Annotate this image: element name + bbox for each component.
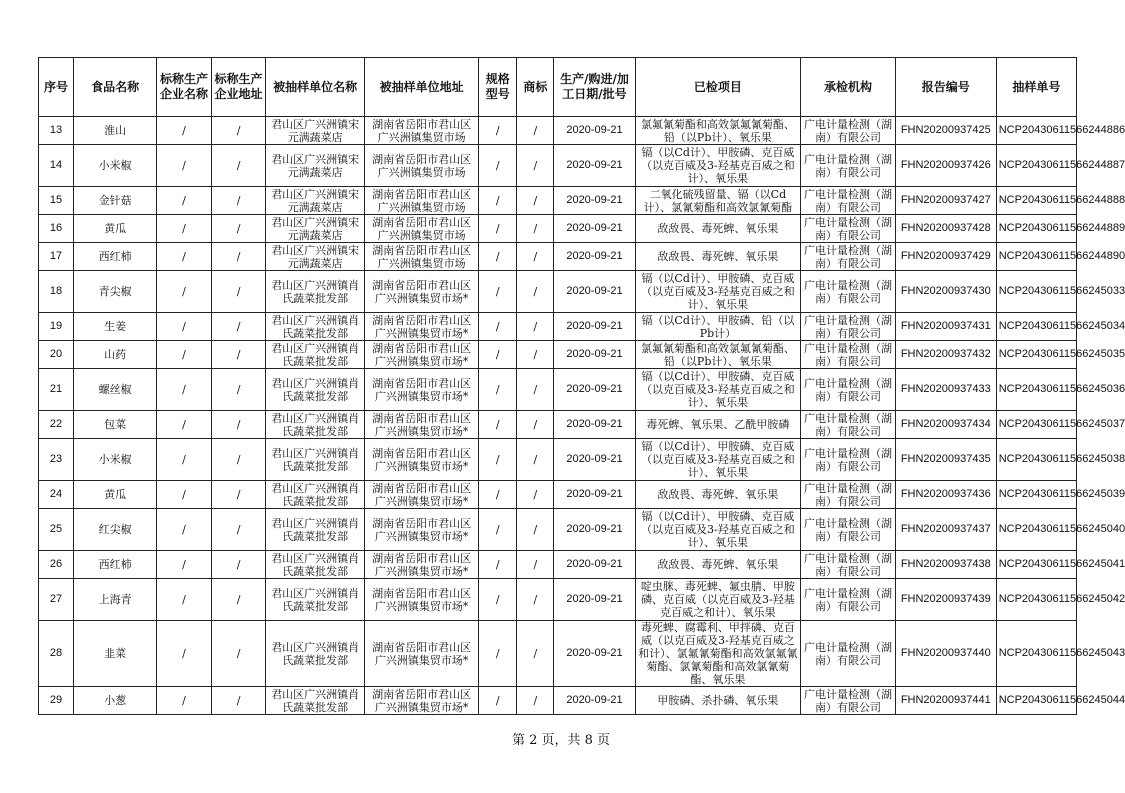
- cell-report-number: FHN20200937441: [895, 687, 996, 715]
- cell-manufacturer-address: /: [211, 271, 266, 313]
- cell-sampled-unit-name: 君山区广兴洲镇肖氏蔬菜批发部: [266, 579, 365, 621]
- cell-brand: /: [517, 439, 554, 481]
- cell-tested-items: 啶虫脒、毒死蜱、氟虫腈、甲胺磷、克百威（以克百威及3-羟基克百威之和计）、氧乐果: [635, 579, 801, 621]
- cell-food-name: 螺丝椒: [73, 369, 156, 411]
- cell-sampled-unit-address: 湖南省岳阳市君山区广兴洲镇集贸市场*: [365, 411, 479, 439]
- cell-testing-lab: 广电计量检测（湖南）有限公司: [801, 369, 896, 411]
- cell-manufacturer-address: /: [211, 117, 266, 145]
- cell-manufacturer-name: /: [157, 687, 212, 715]
- cell-date-batch: 2020-09-21: [554, 481, 635, 509]
- cell-sample-number: NCP20430611566245037: [996, 411, 1076, 439]
- cell-sample-number: NCP20430611566245041: [996, 551, 1076, 579]
- cell-testing-lab: 广电计量检测（湖南）有限公司: [801, 439, 896, 481]
- cell-brand: /: [517, 621, 554, 687]
- cell-manufacturer-address: /: [211, 369, 266, 411]
- cell-serial-number: 28: [39, 621, 74, 687]
- cell-sampled-unit-address: 湖南省岳阳市君山区广兴洲镇集贸市场*: [365, 271, 479, 313]
- cell-food-name: 西红柿: [73, 243, 156, 271]
- cell-date-batch: 2020-09-21: [554, 313, 635, 341]
- cell-sample-number: NCP20430611566245034: [996, 313, 1076, 341]
- cell-date-batch: 2020-09-21: [554, 187, 635, 215]
- cell-food-name: 小米椒: [73, 439, 156, 481]
- cell-sampled-unit-name: 君山区广兴洲镇肖氏蔬菜批发部: [266, 439, 365, 481]
- cell-tested-items: 毒死蜱、腐霉利、甲拌磷、克百威（以克百威及3-羟基克百威之和计）、氯氟氰菊酯和高效氯氟氰菊酯、氯氰菊酯和高效氯氰菊酯、氧乐果: [635, 621, 801, 687]
- cell-spec: /: [479, 313, 517, 341]
- cell-date-batch: 2020-09-21: [554, 621, 635, 687]
- cell-testing-lab: 广电计量检测（湖南）有限公司: [801, 579, 896, 621]
- cell-tested-items: 毒死蜱、氧乐果、乙酰甲胺磷: [635, 411, 801, 439]
- header-report-number: 报告编号: [895, 58, 996, 117]
- cell-serial-number: 21: [39, 369, 74, 411]
- cell-date-batch: 2020-09-21: [554, 215, 635, 243]
- cell-spec: /: [479, 187, 517, 215]
- table-row: [39, 687, 1077, 715]
- header-food-name: 食品名称: [73, 58, 156, 117]
- cell-testing-lab: 广电计量检测（湖南）有限公司: [801, 621, 896, 687]
- cell-brand: /: [517, 313, 554, 341]
- cell-sample-number: NCP20430611566245039: [996, 481, 1076, 509]
- header-manufacturer-name: 标称生产企业名称: [157, 58, 212, 117]
- cell-brand: /: [517, 481, 554, 509]
- cell-serial-number: 27: [39, 579, 74, 621]
- table-row: [39, 621, 1077, 687]
- cell-sample-number: NCP20430611566244887: [996, 145, 1076, 187]
- cell-spec: /: [479, 145, 517, 187]
- cell-testing-lab: 广电计量检测（湖南）有限公司: [801, 341, 896, 369]
- cell-sampled-unit-name: 君山区广兴洲镇肖氏蔬菜批发部: [266, 271, 365, 313]
- cell-report-number: FHN20200937428: [895, 215, 996, 243]
- cell-report-number: FHN20200937425: [895, 117, 996, 145]
- cell-report-number: FHN20200937432: [895, 341, 996, 369]
- cell-manufacturer-address: /: [211, 481, 266, 509]
- cell-sample-number: NCP20430611566244886: [996, 117, 1076, 145]
- cell-food-name: 西红柿: [73, 551, 156, 579]
- cell-sampled-unit-name: 君山区广兴洲镇宋元满蔬菜店: [266, 145, 365, 187]
- cell-date-batch: 2020-09-21: [554, 509, 635, 551]
- header-serial-number: 序号: [39, 58, 74, 117]
- cell-serial-number: 17: [39, 243, 74, 271]
- cell-sampled-unit-name: 君山区广兴洲镇肖氏蔬菜批发部: [266, 509, 365, 551]
- cell-sampled-unit-address: 湖南省岳阳市君山区广兴洲镇集贸市场*: [365, 551, 479, 579]
- cell-spec: /: [479, 215, 517, 243]
- table-row: [39, 313, 1077, 341]
- cell-sampled-unit-address: 湖南省岳阳市君山区广兴洲镇集贸市场*: [365, 687, 479, 715]
- cell-brand: /: [517, 551, 554, 579]
- header-brand: 商标: [517, 58, 554, 117]
- cell-spec: /: [479, 579, 517, 621]
- cell-food-name: 生姜: [73, 313, 156, 341]
- cell-sample-number: NCP20430611566245038: [996, 439, 1076, 481]
- cell-food-name: 小葱: [73, 687, 156, 715]
- table-row: [39, 271, 1077, 313]
- cell-manufacturer-address: /: [211, 551, 266, 579]
- cell-serial-number: 22: [39, 411, 74, 439]
- cell-serial-number: 15: [39, 187, 74, 215]
- cell-report-number: FHN20200937431: [895, 313, 996, 341]
- cell-spec: /: [479, 243, 517, 271]
- cell-sampled-unit-name: 君山区广兴洲镇肖氏蔬菜批发部: [266, 621, 365, 687]
- table-row: [39, 411, 1077, 439]
- cell-serial-number: 24: [39, 481, 74, 509]
- cell-date-batch: 2020-09-21: [554, 145, 635, 187]
- table-row: [39, 481, 1077, 509]
- table-row: [39, 341, 1077, 369]
- cell-date-batch: 2020-09-21: [554, 271, 635, 313]
- cell-serial-number: 14: [39, 145, 74, 187]
- cell-manufacturer-name: /: [157, 411, 212, 439]
- cell-food-name: 淮山: [73, 117, 156, 145]
- cell-brand: /: [517, 215, 554, 243]
- cell-sampled-unit-name: 君山区广兴洲镇肖氏蔬菜批发部: [266, 481, 365, 509]
- cell-spec: /: [479, 117, 517, 145]
- cell-sampled-unit-address: 湖南省岳阳市君山区广兴洲镇集贸市场*: [365, 439, 479, 481]
- cell-sample-number: NCP20430611566245043: [996, 621, 1076, 687]
- cell-serial-number: 18: [39, 271, 74, 313]
- cell-testing-lab: 广电计量检测（湖南）有限公司: [801, 481, 896, 509]
- table-row: [39, 243, 1077, 271]
- cell-food-name: 红尖椒: [73, 509, 156, 551]
- cell-serial-number: 19: [39, 313, 74, 341]
- cell-report-number: FHN20200937439: [895, 579, 996, 621]
- cell-sampled-unit-address: 湖南省岳阳市君山区广兴洲镇集贸市场: [365, 187, 479, 215]
- cell-report-number: FHN20200937426: [895, 145, 996, 187]
- cell-manufacturer-address: /: [211, 439, 266, 481]
- cell-brand: /: [517, 117, 554, 145]
- cell-testing-lab: 广电计量检测（湖南）有限公司: [801, 313, 896, 341]
- cell-sampled-unit-address: 湖南省岳阳市君山区广兴洲镇集贸市场: [365, 117, 479, 145]
- cell-manufacturer-name: /: [157, 579, 212, 621]
- cell-food-name: 黄瓜: [73, 215, 156, 243]
- cell-food-name: 上海青: [73, 579, 156, 621]
- cell-manufacturer-address: /: [211, 621, 266, 687]
- cell-report-number: FHN20200937440: [895, 621, 996, 687]
- cell-spec: /: [479, 509, 517, 551]
- cell-tested-items: 镉（以Cd计）、甲胺磷、铅（以Pb计）: [635, 313, 801, 341]
- cell-manufacturer-name: /: [157, 481, 212, 509]
- cell-brand: /: [517, 243, 554, 271]
- cell-serial-number: 13: [39, 117, 74, 145]
- cell-testing-lab: 广电计量检测（湖南）有限公司: [801, 411, 896, 439]
- cell-sample-number: NCP20430611566245040: [996, 509, 1076, 551]
- cell-brand: /: [517, 341, 554, 369]
- cell-manufacturer-name: /: [157, 369, 212, 411]
- cell-manufacturer-name: /: [157, 215, 212, 243]
- cell-sampled-unit-address: 湖南省岳阳市君山区广兴洲镇集贸市场*: [365, 341, 479, 369]
- cell-date-batch: 2020-09-21: [554, 687, 635, 715]
- inspection-results-table: [38, 57, 1125, 715]
- cell-food-name: 金针菇: [73, 187, 156, 215]
- cell-testing-lab: 广电计量检测（湖南）有限公司: [801, 117, 896, 145]
- cell-date-batch: 2020-09-21: [554, 551, 635, 579]
- cell-serial-number: 29: [39, 687, 74, 715]
- cell-sampled-unit-address: 湖南省岳阳市君山区广兴洲镇集贸市场*: [365, 369, 479, 411]
- cell-food-name: 包菜: [73, 411, 156, 439]
- cell-manufacturer-address: /: [211, 411, 266, 439]
- cell-manufacturer-address: /: [211, 243, 266, 271]
- cell-food-name: 青尖椒: [73, 271, 156, 313]
- cell-report-number: FHN20200937436: [895, 481, 996, 509]
- cell-sample-number: NCP20430611566244888: [996, 187, 1076, 215]
- cell-tested-items: 敌敌畏、毒死蜱、氧乐果: [635, 243, 801, 271]
- cell-tested-items: 镉（以Cd计）、甲胺磷、克百威（以克百威及3-羟基克百威之和计）、氧乐果: [635, 439, 801, 481]
- cell-spec: /: [479, 369, 517, 411]
- cell-sampled-unit-address: 湖南省岳阳市君山区广兴洲镇集贸市场*: [365, 481, 479, 509]
- cell-spec: /: [479, 271, 517, 313]
- page-footer: 第 2 页，共 8 页: [511, 733, 611, 748]
- cell-sample-number: NCP20430611566245035: [996, 341, 1076, 369]
- cell-spec: /: [479, 481, 517, 509]
- cell-serial-number: 23: [39, 439, 74, 481]
- cell-date-batch: 2020-09-21: [554, 117, 635, 145]
- cell-food-name: 韭菜: [73, 621, 156, 687]
- cell-date-batch: 2020-09-21: [554, 243, 635, 271]
- table-body: [39, 117, 1125, 715]
- cell-sampled-unit-name: 君山区广兴洲镇肖氏蔬菜批发部: [266, 687, 365, 715]
- table-row: [39, 439, 1077, 481]
- cell-manufacturer-address: /: [211, 687, 266, 715]
- cell-sampled-unit-name: 君山区广兴洲镇宋元满蔬菜店: [266, 215, 365, 243]
- table-row: [39, 579, 1077, 621]
- cell-food-name: 山药: [73, 341, 156, 369]
- cell-report-number: FHN20200937434: [895, 411, 996, 439]
- cell-sample-number: NCP20430611566245036: [996, 369, 1076, 411]
- cell-brand: /: [517, 579, 554, 621]
- cell-manufacturer-name: /: [157, 145, 212, 187]
- table-row: [39, 145, 1077, 187]
- cell-date-batch: 2020-09-21: [554, 411, 635, 439]
- cell-manufacturer-name: /: [157, 551, 212, 579]
- cell-manufacturer-address: /: [211, 341, 266, 369]
- cell-date-batch: 2020-09-21: [554, 439, 635, 481]
- cell-manufacturer-address: /: [211, 509, 266, 551]
- cell-manufacturer-name: /: [157, 341, 212, 369]
- cell-manufacturer-name: /: [157, 271, 212, 313]
- cell-sampled-unit-name: 君山区广兴洲镇宋元满蔬菜店: [266, 187, 365, 215]
- cell-serial-number: 25: [39, 509, 74, 551]
- cell-brand: /: [517, 271, 554, 313]
- cell-brand: /: [517, 187, 554, 215]
- cell-report-number: FHN20200937437: [895, 509, 996, 551]
- cell-sampled-unit-address: 湖南省岳阳市君山区广兴洲镇集贸市场*: [365, 313, 479, 341]
- cell-serial-number: 20: [39, 341, 74, 369]
- cell-report-number: FHN20200937435: [895, 439, 996, 481]
- header-manufacturer-address: 标称生产企业地址: [211, 58, 266, 117]
- cell-spec: /: [479, 551, 517, 579]
- cell-spec: /: [479, 439, 517, 481]
- cell-brand: /: [517, 687, 554, 715]
- cell-report-number: FHN20200937438: [895, 551, 996, 579]
- cell-food-name: 黄瓜: [73, 481, 156, 509]
- cell-serial-number: 26: [39, 551, 74, 579]
- cell-manufacturer-name: /: [157, 621, 212, 687]
- cell-spec: /: [479, 687, 517, 715]
- header-tested-items: 已检项目: [635, 58, 801, 117]
- cell-sampled-unit-address: 湖南省岳阳市君山区广兴洲镇集贸市场*: [365, 579, 479, 621]
- cell-manufacturer-name: /: [157, 313, 212, 341]
- table-row: [39, 509, 1077, 551]
- cell-tested-items: 二氧化硫残留量、镉（以Cd计）、氯氰菊酯和高效氯氰菊酯: [635, 187, 801, 215]
- table-row: [39, 215, 1077, 243]
- header-sampled-unit-address: 被抽样单位地址: [365, 58, 479, 117]
- table-row: [39, 117, 1077, 145]
- cell-manufacturer-name: /: [157, 117, 212, 145]
- cell-spec: /: [479, 341, 517, 369]
- cell-manufacturer-name: /: [157, 439, 212, 481]
- cell-sampled-unit-address: 湖南省岳阳市君山区广兴洲镇集贸市场: [365, 215, 479, 243]
- cell-tested-items: 敌敌畏、毒死蜱、氧乐果: [635, 551, 801, 579]
- cell-report-number: FHN20200937427: [895, 187, 996, 215]
- cell-food-name: 小米椒: [73, 145, 156, 187]
- cell-tested-items: 镉（以Cd计）、甲胺磷、克百威（以克百威及3-羟基克百威之和计）、氧乐果: [635, 369, 801, 411]
- cell-date-batch: 2020-09-21: [554, 579, 635, 621]
- cell-brand: /: [517, 145, 554, 187]
- cell-tested-items: 敌敌畏、毒死蜱、氧乐果: [635, 481, 801, 509]
- cell-sampled-unit-address: 湖南省岳阳市君山区广兴洲镇集贸市场: [365, 145, 479, 187]
- cell-manufacturer-name: /: [157, 187, 212, 215]
- cell-spec: /: [479, 621, 517, 687]
- cell-testing-lab: 广电计量检测（湖南）有限公司: [801, 509, 896, 551]
- cell-sampled-unit-name: 君山区广兴洲镇宋元满蔬菜店: [266, 243, 365, 271]
- cell-testing-lab: 广电计量检测（湖南）有限公司: [801, 145, 896, 187]
- cell-testing-lab: 广电计量检测（湖南）有限公司: [801, 551, 896, 579]
- cell-testing-lab: 广电计量检测（湖南）有限公司: [801, 187, 896, 215]
- header-sample-number: 抽样单号: [996, 58, 1076, 117]
- cell-manufacturer-name: /: [157, 243, 212, 271]
- cell-serial-number: 16: [39, 215, 74, 243]
- cell-sampled-unit-name: 君山区广兴洲镇肖氏蔬菜批发部: [266, 551, 365, 579]
- cell-sampled-unit-address: 湖南省岳阳市君山区广兴洲镇集贸市场*: [365, 621, 479, 687]
- cell-manufacturer-address: /: [211, 579, 266, 621]
- cell-sampled-unit-address: 湖南省岳阳市君山区广兴洲镇集贸市场*: [365, 509, 479, 551]
- cell-manufacturer-address: /: [211, 215, 266, 243]
- cell-testing-lab: 广电计量检测（湖南）有限公司: [801, 687, 896, 715]
- cell-sampled-unit-name: 君山区广兴洲镇肖氏蔬菜批发部: [266, 341, 365, 369]
- cell-sampled-unit-name: 君山区广兴洲镇肖氏蔬菜批发部: [266, 313, 365, 341]
- cell-tested-items: 氯氟氰菊酯和高效氯氟氰菊酯、铅（以Pb计）、氧乐果: [635, 117, 801, 145]
- cell-sampled-unit-name: 君山区广兴洲镇肖氏蔬菜批发部: [266, 411, 365, 439]
- table-row: [39, 551, 1077, 579]
- cell-spec: /: [479, 411, 517, 439]
- header-spec: 规格型号: [479, 58, 517, 117]
- cell-sample-number: NCP20430611566244889: [996, 215, 1076, 243]
- cell-sampled-unit-name: 君山区广兴洲镇肖氏蔬菜批发部: [266, 369, 365, 411]
- cell-manufacturer-address: /: [211, 145, 266, 187]
- cell-date-batch: 2020-09-21: [554, 341, 635, 369]
- cell-tested-items: 镉（以Cd计）、甲胺磷、克百威（以克百威及3-羟基克百威之和计）、氧乐果: [635, 145, 801, 187]
- table-row: [39, 369, 1077, 411]
- cell-sampled-unit-name: 君山区广兴洲镇宋元满蔬菜店: [266, 117, 365, 145]
- cell-report-number: FHN20200937433: [895, 369, 996, 411]
- header-testing-lab: 承检机构: [801, 58, 896, 117]
- cell-tested-items: 氯氟氰菊酯和高效氯氟氰菊酯、铅（以Pb计）、氧乐果: [635, 341, 801, 369]
- cell-brand: /: [517, 411, 554, 439]
- cell-tested-items: 敌敌畏、毒死蜱、氧乐果: [635, 215, 801, 243]
- cell-manufacturer-address: /: [211, 313, 266, 341]
- header-date-batch: 生产/购进/加工日期/批号: [554, 58, 635, 117]
- table-row: [39, 187, 1077, 215]
- cell-report-number: FHN20200937430: [895, 271, 996, 313]
- cell-testing-lab: 广电计量检测（湖南）有限公司: [801, 271, 896, 313]
- cell-sample-number: NCP20430611566245044: [996, 687, 1076, 715]
- header-sampled-unit-name: 被抽样单位名称: [266, 58, 365, 117]
- cell-sample-number: NCP20430611566244890: [996, 243, 1076, 271]
- cell-tested-items: 镉（以Cd计）、甲胺磷、克百威（以克百威及3-羟基克百威之和计）、氧乐果: [635, 509, 801, 551]
- cell-sample-number: NCP20430611566245033: [996, 271, 1076, 313]
- cell-brand: /: [517, 509, 554, 551]
- table-header-row: [39, 58, 1077, 117]
- cell-sample-number: NCP20430611566245042: [996, 579, 1076, 621]
- cell-testing-lab: 广电计量检测（湖南）有限公司: [801, 215, 896, 243]
- cell-manufacturer-name: /: [157, 509, 212, 551]
- cell-date-batch: 2020-09-21: [554, 369, 635, 411]
- cell-tested-items: 镉（以Cd计）、甲胺磷、克百威（以克百威及3-羟基克百威之和计）、氧乐果: [635, 271, 801, 313]
- cell-testing-lab: 广电计量检测（湖南）有限公司: [801, 243, 896, 271]
- cell-report-number: FHN20200937429: [895, 243, 996, 271]
- cell-sampled-unit-address: 湖南省岳阳市君山区广兴洲镇集贸市场: [365, 243, 479, 271]
- cell-manufacturer-address: /: [211, 187, 266, 215]
- cell-tested-items: 甲胺磷、杀扑磷、氧乐果: [635, 687, 801, 715]
- cell-brand: /: [517, 369, 554, 411]
